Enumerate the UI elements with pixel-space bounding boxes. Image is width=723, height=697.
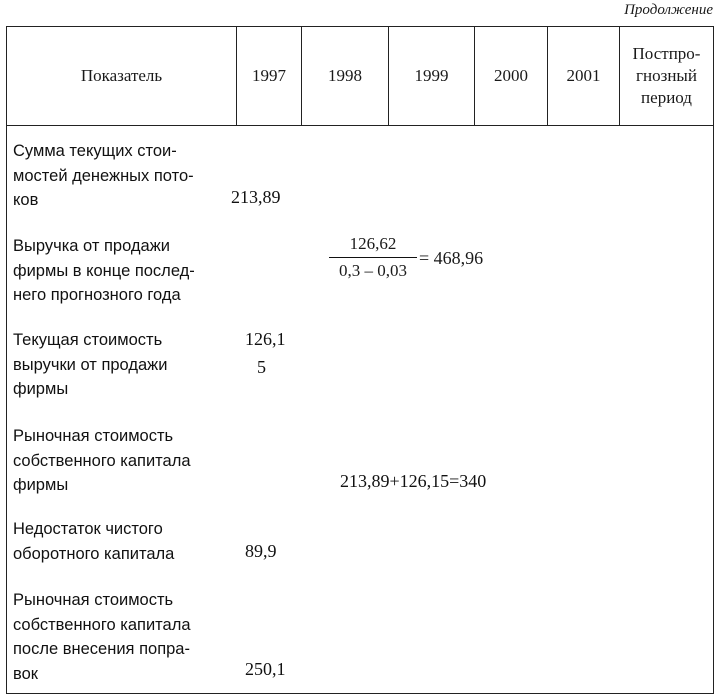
fraction-numerator: 126,62 <box>349 234 397 253</box>
header-post-line1: Постпро- <box>632 44 701 63</box>
value-pv-sale-revenue-a: 126,1 <box>245 329 286 349</box>
row-label-market-equity: Рыночная стоимость собственного капитала фирмы <box>13 427 191 494</box>
header-year-2000: 2000 <box>475 27 548 125</box>
value-adjusted-equity: 250,1 <box>245 659 286 679</box>
table-header <box>7 27 713 126</box>
value-market-equity: 213,89+126,15=340 <box>340 471 487 491</box>
continuation-label: Продолжение <box>624 2 713 18</box>
fraction-denominator: 0,3 – 0,03 <box>339 261 407 280</box>
header-indicator: Показатель <box>7 27 237 125</box>
value-pv-sale-revenue-b: 5 <box>257 357 266 377</box>
header-post-line2: гнозный <box>636 66 697 85</box>
value-working-capital-shortfall: 89,9 <box>245 541 277 561</box>
row-label-working-capital-shortfall: Недостаток чистого оборотного капитала <box>13 520 175 563</box>
valuation-table <box>6 26 714 694</box>
header-year-1999: 1999 <box>389 27 475 125</box>
header-year-1998: 1998 <box>302 27 389 125</box>
header-year-1997: 1997 <box>237 27 302 125</box>
header-year-2001: 2001 <box>548 27 620 125</box>
row-label-adjusted-equity: Рыночная стоимость собственного капитала после внесения попра- вок <box>13 591 191 683</box>
header-post-line3: период <box>641 88 692 107</box>
header-post-forecast <box>620 27 713 125</box>
sale-revenue-result: = 468,96 <box>419 248 484 268</box>
sale-revenue-fraction <box>329 234 417 281</box>
value-pv-cash-flows: 213,89 <box>231 187 281 207</box>
row-label-pv-cash-flows: Сумма текущих стои- мостей денежных пото- ков <box>13 142 194 209</box>
row-label-sale-revenue: Выручка от продажи фирмы в конце послед- него прогнозного года <box>13 237 195 304</box>
row-label-pv-sale-revenue: Текущая стоимость выручки от продажи фирмы <box>13 331 168 398</box>
